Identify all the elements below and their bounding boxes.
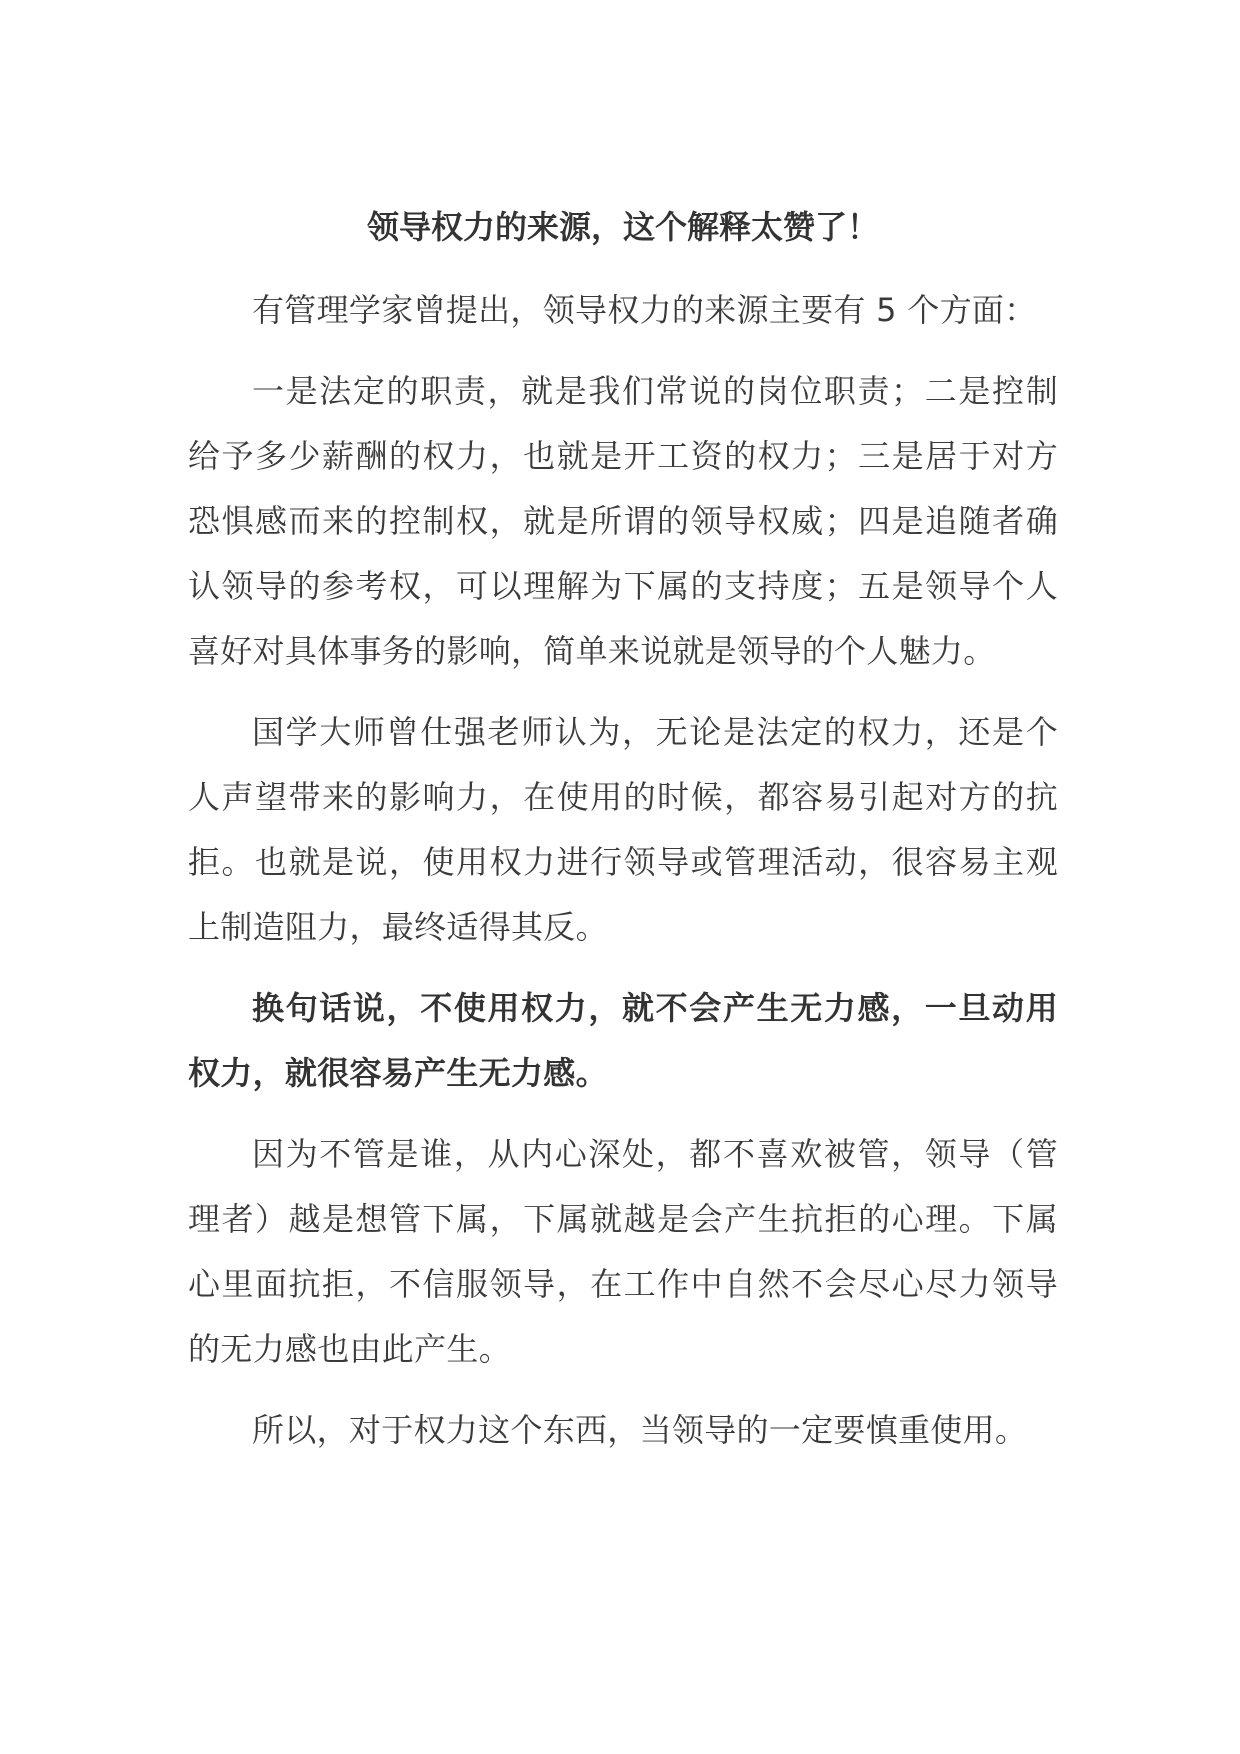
paragraph-reason: 因为不管是谁，从内心深处，都不喜欢被管，领导（管理者）越是想管下属，下属就越是会产生抗拒的心理。下属心里面抗拒，不信服领导，在工作中自然不会尽心尽力领导的无力感也由此产生。 bbox=[188, 1135, 1058, 1368]
paragraph-five-sources: 一是法定的职责，就是我们常说的岗位职责；二是控制给予多少薪酬的权力，也就是开工资的权力；三是居于对方恐惧感而来的控制权，就是所谓的领导权威；四是追随者确认领导的参考权，可以理解为下属的支持度；五是领导个人喜好对具体事务的影响，简单来说就是领导的个人魅力。 bbox=[188, 372, 1058, 670]
article-title: 领导权力的来源，这个解释太赞了！ bbox=[366, 208, 879, 246]
paragraph-zeng-shiqiang: 国学大师曾仕强老师认为，无论是法定的权力，还是个人声望带来的影响力，在使用的时候，都容易引起对方的抗拒。也就是说，使用权力进行领导或管理活动，很容易主观上制造阻力，最终适得其反。 bbox=[188, 713, 1058, 946]
article-body bbox=[188, 200, 1058, 1479]
paragraph-conclusion: 所以，对于权力这个东西，当领导的一定要慎重使用。 bbox=[252, 1411, 1028, 1449]
paragraph-intro: 有管理学家曾提出，领导权力的来源主要有 5 个方面： bbox=[252, 291, 1037, 329]
paragraph-key-point: 换句话说，不使用权力，就不会产生无力感，一旦动用权力，就很容易产生无力感。 bbox=[188, 989, 1058, 1092]
